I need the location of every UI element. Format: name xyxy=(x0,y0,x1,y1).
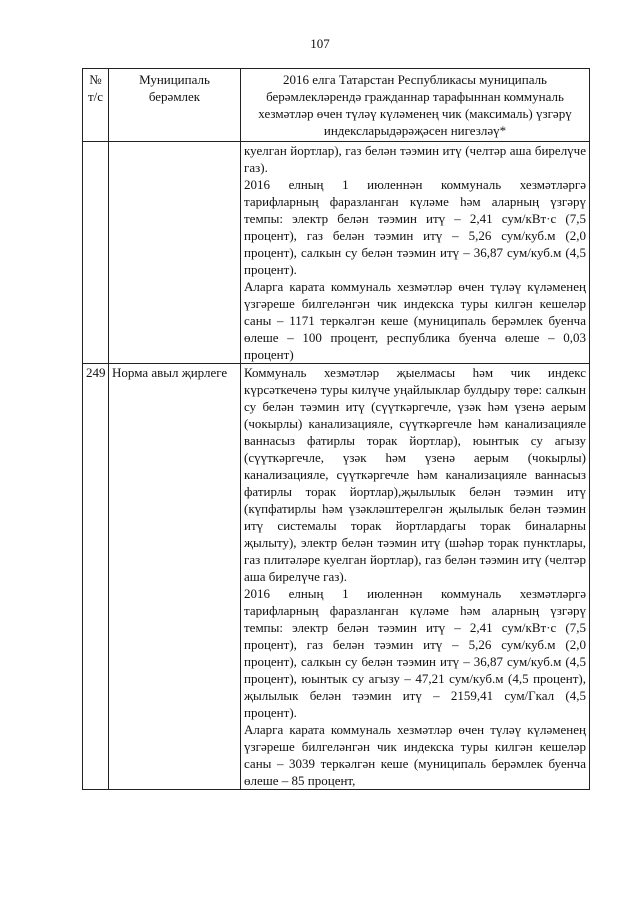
header-number: № т/с xyxy=(83,69,109,142)
table-header-row xyxy=(83,69,590,142)
header-municipality: Муниципаль берәмлек xyxy=(109,69,241,142)
cell-number xyxy=(83,142,109,364)
paragraph: Аларга карата коммуналь хезмәтләр өчен түләү күләменең үзгәреше билгеләнгән чик индекска туры килгән кешеләр саны – 1171 теркәлгән кеше (муниципаль берәмлек буенча өлеше – 100 процент, республика буенча өлеше – 0,03 процент) xyxy=(244,279,586,362)
paragraph: Аларга карата коммуналь хезмәтләр өчен түләү күләменең үзгәреше билгеләнгән чик индекска туры килгән кешеләр саны – 3039 теркәлгән кеше (муниципаль берәмлек буенча өлеше – 85 процент, xyxy=(244,722,586,788)
table-row xyxy=(83,142,590,364)
paragraph: Коммуналь хезмәтләр җыелмасы һәм чик индекс күрсәткеченә туры килүче уңайлыклар булдыру төре: салкын су белән тәэмин итү (сүүткәргечле, үзәк һәм үзенә аерым (чокырлы) канализацияле, сүүткәргечле һәм канализацияле ваннасыз фатирлы торак йортлар), юынтык су агызу (сүүткәргечле, үзәк һәм үзенә аерым (чокырлы) канализацияле, сүүткәргечле һәм канализацияле ваннасыз фатирлы торак йортлар),җылылык белән тәэмин итү (күпфатирлы һәм үзәкләштерелгән җылылык белән тәэмин итү системалы торак йортлардагы торак биналарны җылыту), электр белән тәэмин итү (шәһәр торак пунктлары, газ плитәләре куелган йортлар), газ белән тәэмин итү (челтәр аша бирелүче газ). xyxy=(244,365,586,584)
table-row xyxy=(83,364,590,790)
cell-description xyxy=(241,364,590,790)
page-number: 107 xyxy=(310,36,330,51)
cell-description xyxy=(241,142,590,364)
paragraph: 2016 елның 1 июленнән коммуналь хезмәтләргә тарифларның фаразланган күләме һәм аларның үзгәрү темпы: электр белән тәэмин итү – 2,41 сум/кВт·с (7,5 процент), газ белән тәэмин итү – 5,26 сум/куб.м (2,0 процент), салкын су белән тәэмин итү – 36,87 сум/куб.м (4,5 процент). xyxy=(244,177,586,277)
paragraph: 2016 елның 1 июленнән коммуналь хезмәтләргә тарифларның фаразланган күләме һәм аларның үзгәрү темпы: электр белән тәэмин итү – 2,41 сум/кВт·с (7,5 процент), газ белән тәэмин итү – 5,26 сум/куб.м (2,0 процент), салкын су белән тәэмин итү – 36,87 сум/куб.м (4,5 процент), юынтык су агызу – 47,21 сум/куб.м (4,5 процент), җылылык белән тәэмин итү – 2159,41 сум/Гкал (4,5 процент). xyxy=(244,586,586,720)
cell-number: 249 xyxy=(83,364,109,790)
header-target: 2016 елга Татарстан Республикасы муниципаль берәмлекләрендә гражданнар тарафыннан коммуналь хезмәтләр өчен түләү күләменең чик (максималь) үзгәрү индексларыдәрәҗәсен нигезләү* xyxy=(241,69,590,142)
cell-municipality: Норма авыл җирлеге xyxy=(109,364,241,790)
cell-municipality xyxy=(109,142,241,364)
paragraph: куелган йортлар), газ белән тәэмин итү (челтәр аша бирелүче газ). xyxy=(244,143,586,175)
tariff-table xyxy=(82,68,590,790)
